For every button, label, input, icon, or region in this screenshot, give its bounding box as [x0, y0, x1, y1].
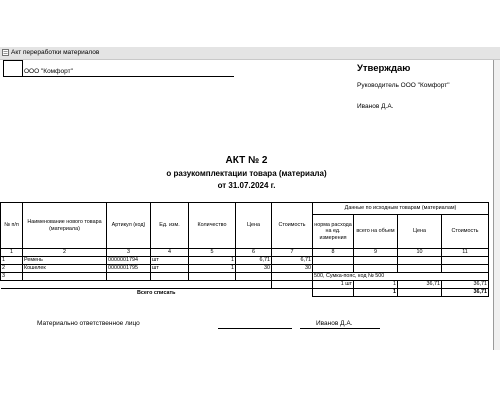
document-icon: [2, 49, 9, 56]
doc-date: от 31.07.2024 г.: [217, 181, 276, 190]
row-src-cost: [442, 265, 489, 273]
totals-norm: [313, 289, 354, 297]
table-row: [1, 265, 489, 273]
approval-role: Руководитель ООО "Комфорт": [357, 82, 450, 89]
table-row: [1, 257, 489, 265]
row-num: 3: [1, 273, 23, 281]
row-src-price: [398, 257, 442, 265]
col-header-name: Наименование нового товара (материала): [23, 203, 107, 249]
row-price: 30: [236, 265, 272, 273]
row-price: [236, 273, 272, 281]
row-name: Ремень: [23, 257, 107, 265]
source-price: 36,71: [398, 281, 442, 289]
col-number: 3: [107, 249, 151, 257]
source-line-row: [1, 281, 489, 289]
row-article: 0000001794: [107, 257, 151, 265]
approval-name: Иванов Д.А.: [357, 103, 394, 110]
totals-label: Всего списать: [1, 289, 313, 297]
col-header-total-volume: всего на объем: [354, 215, 398, 249]
col-number: 11: [442, 249, 489, 257]
col-header-qty: Количество: [189, 203, 236, 249]
col-number: 4: [151, 249, 189, 257]
row-cost: 30: [272, 265, 313, 273]
row-total-volume: [354, 265, 398, 273]
row-norm: [313, 265, 354, 273]
signature-line: [218, 328, 292, 329]
row-name: Кошелек: [23, 265, 107, 273]
row-article: 0000001795: [107, 265, 151, 273]
document-sheet: [0, 60, 494, 350]
doc-subtitle: о разукомплектации товара (материала): [166, 169, 327, 178]
col-header-price: Цена: [236, 203, 272, 249]
source-total: 1: [354, 281, 398, 289]
source-item-label: 500, Сумка-пояс, код № 500: [313, 273, 489, 281]
org-name: ООО "Комфорт": [24, 68, 73, 75]
row-num: 1: [1, 257, 23, 265]
approval-title: Утверждаю: [357, 63, 411, 74]
row-num: 2: [1, 265, 23, 273]
row-total-volume: [354, 257, 398, 265]
col-number: 2: [23, 249, 107, 257]
items-table: [0, 202, 489, 297]
logo-placeholder: [3, 60, 23, 77]
vertical-scrollbar[interactable]: [494, 60, 500, 350]
col-number: 7: [272, 249, 313, 257]
col-number: 6: [236, 249, 272, 257]
row-qty: 1: [189, 257, 236, 265]
col-header-source-group: Данные по исходным товарам (материалам): [313, 203, 489, 215]
row-src-cost: [442, 257, 489, 265]
totals-total: 1: [354, 289, 398, 297]
doc-title: АКТ № 2: [225, 155, 268, 166]
row-article: [107, 273, 151, 281]
signature-label: Материально ответственное лицо: [37, 320, 140, 327]
row-cost: [272, 273, 313, 281]
signature-name: Иванов Д.А.: [316, 320, 353, 327]
empty-area: [0, 350, 500, 400]
col-number: 1: [1, 249, 23, 257]
row-price: 6,71: [236, 257, 272, 265]
col-number: 5: [189, 249, 236, 257]
col-number: 9: [354, 249, 398, 257]
col-header-norm: норма расхода на ед. измерения: [313, 215, 354, 249]
row-norm: [313, 257, 354, 265]
col-header-cost: Стоимость: [272, 203, 313, 249]
row-unit: шт: [151, 265, 189, 273]
row-unit: шт: [151, 257, 189, 265]
col-number: 8: [313, 249, 354, 257]
row-name: [23, 273, 107, 281]
col-header-src-price: Цена: [398, 215, 442, 249]
row-qty: 1: [189, 265, 236, 273]
col-header-src-cost: Стоимость: [442, 215, 489, 249]
source-cost: 36,71: [442, 281, 489, 289]
totals-cost: 36,71: [442, 289, 489, 297]
org-underline: [22, 76, 234, 77]
row-qty: [189, 273, 236, 281]
totals-price: [398, 289, 442, 297]
signature-name-line: [300, 328, 380, 329]
col-header-num: № п/п: [1, 203, 23, 249]
source-unit: 1 шт: [313, 281, 354, 289]
window-title: Акт переработки материалов: [11, 49, 100, 56]
window-titlebar: [0, 47, 500, 60]
col-header-article: Артикул (код): [107, 203, 151, 249]
row-cost: 6,71: [272, 257, 313, 265]
table-row: [1, 273, 489, 281]
row-src-price: [398, 265, 442, 273]
row-unit: [151, 273, 189, 281]
col-number: 10: [398, 249, 442, 257]
totals-row: [1, 289, 489, 297]
col-header-unit: Ед. изм.: [151, 203, 189, 249]
